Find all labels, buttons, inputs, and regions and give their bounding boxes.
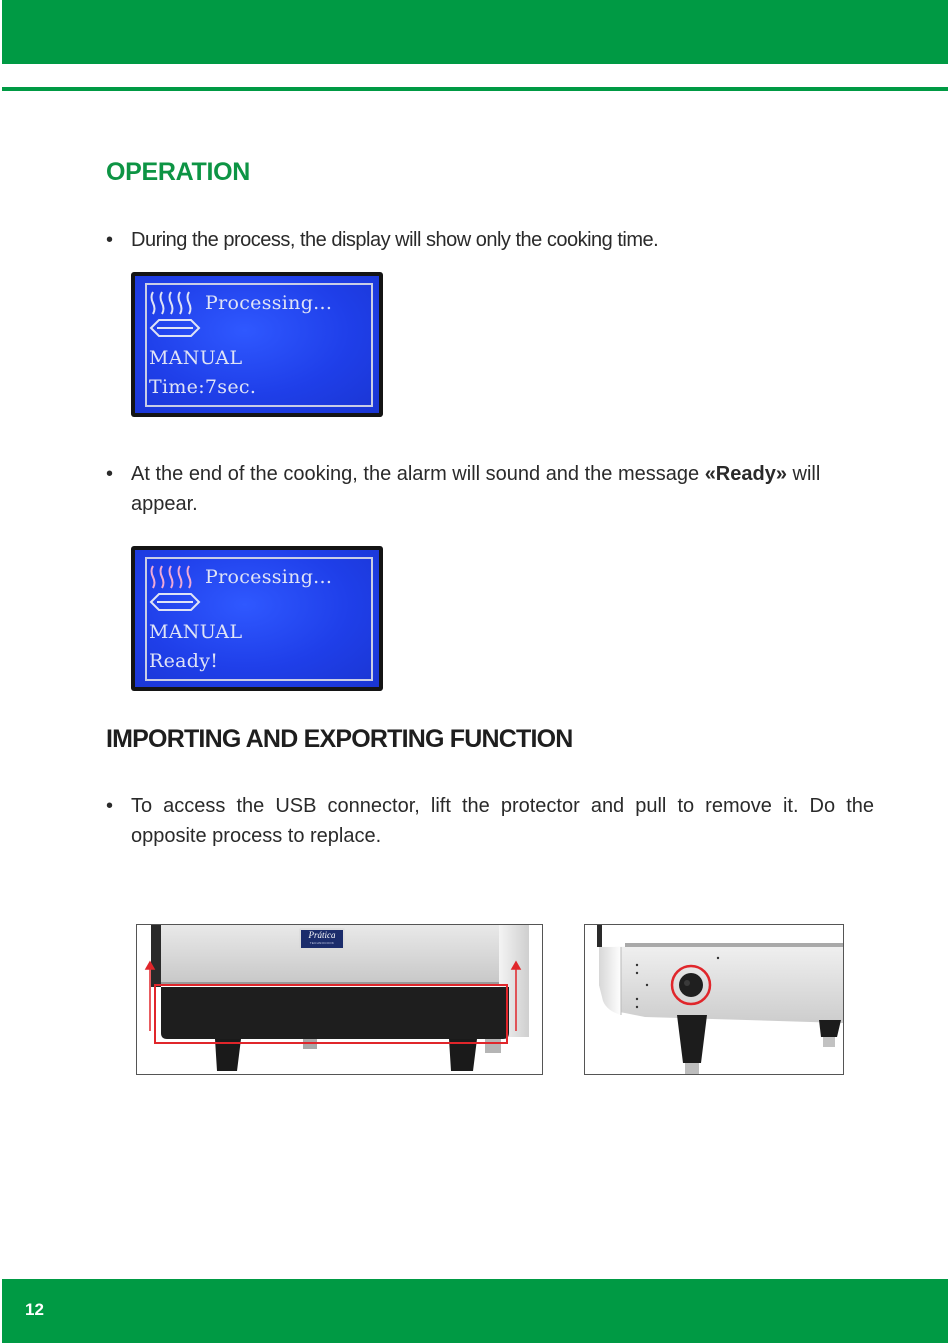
bullet-marker: • xyxy=(106,795,114,817)
brand-logo: Prática xyxy=(308,930,336,940)
photo-usb-connector xyxy=(584,924,844,1075)
steam-icon xyxy=(149,290,197,316)
lcd-ready-text: Ready! xyxy=(149,650,219,672)
bullet-cooking-time xyxy=(106,225,874,255)
bullet-usb-connector xyxy=(106,791,874,851)
lcd-display-processing xyxy=(131,272,383,417)
usb-connector-illustration xyxy=(585,925,844,1075)
tray-icon xyxy=(149,318,201,338)
header-rule xyxy=(2,87,948,91)
bullet-text: To access the USB connector, lift the protector and pull to remove it. Do the opposite process to replace. xyxy=(131,795,874,847)
page-number: 12 xyxy=(25,1300,44,1319)
bullet-text-part: At the end of the cooking, the alarm will sound and the message xyxy=(131,463,705,485)
steam-icon xyxy=(149,564,197,590)
tray-icon xyxy=(149,592,201,612)
oven-front-illustration xyxy=(137,925,543,1075)
lcd-screen xyxy=(135,550,379,687)
ready-keyword: «Ready» xyxy=(704,463,787,485)
bullet-marker: • xyxy=(106,229,113,251)
bullet-ready-message xyxy=(106,459,874,519)
section-heading-operation: OPERATION xyxy=(106,158,251,186)
bullet-text-part: will appear. xyxy=(131,463,821,515)
section-heading-import-export: IMPORTING AND EXPORTING FUNCTION xyxy=(106,725,573,753)
photo-oven-front-protector xyxy=(136,924,543,1075)
lcd-screen xyxy=(135,276,379,413)
lcd-display-ready xyxy=(131,546,383,691)
lcd-mode-text: MANUAL xyxy=(149,347,243,369)
lcd-time-text: Time:7sec. xyxy=(149,376,257,398)
brand-logo-subtitle: TECHNOCOOK xyxy=(309,941,335,945)
bullet-text xyxy=(131,459,874,519)
lcd-status-text: Processing... xyxy=(205,292,333,314)
header-band xyxy=(2,0,948,64)
lcd-status-text: Processing... xyxy=(205,566,333,588)
bullet-text: During the process, the display will show only the cooking time. xyxy=(131,229,659,251)
footer-band xyxy=(2,1279,948,1343)
lcd-mode-text: MANUAL xyxy=(149,621,243,643)
bullet-marker: • xyxy=(106,463,114,485)
